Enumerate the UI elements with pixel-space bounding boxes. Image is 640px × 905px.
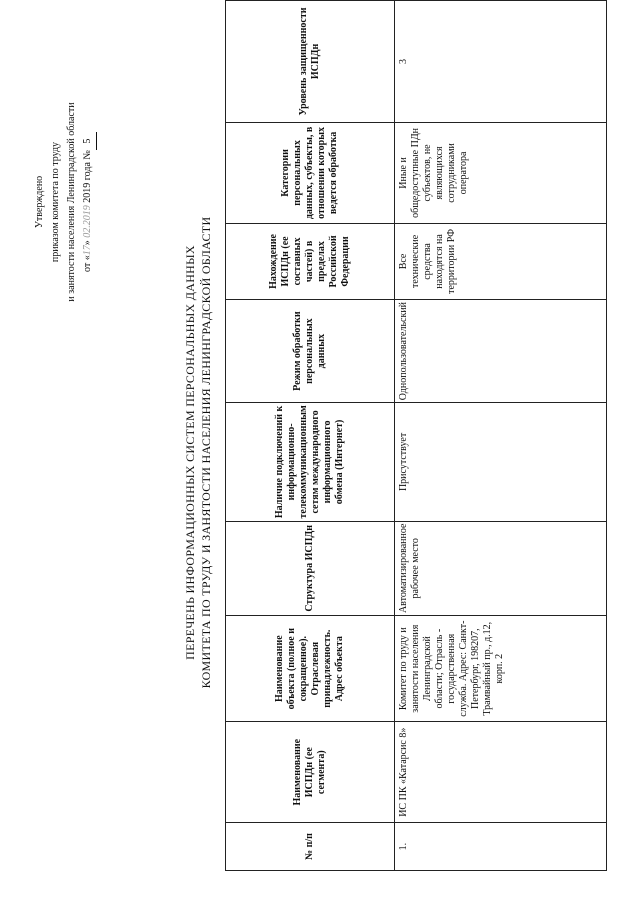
header-structure: Структура ИСПДн (226, 521, 395, 616)
header-mode: Режим обработки персональных данных (226, 299, 395, 402)
header-protection-level: Уровень защищенности ИСПДн (226, 1, 395, 123)
cell-categories: Иные и общедоступные ПДн субъектов, не являющихся сотрудниками оператора (395, 122, 607, 223)
date-suffix: 2019 года № (82, 150, 93, 203)
cell-protection-level: 3 (395, 1, 607, 123)
cell-object-name: Комитет по труду и занятости населения Ленинградской области; Отрасль - государственная служба. Адрес: Санкт-Петербург, 198207, Трамвайный пр., д.12, корп. 2 (395, 616, 607, 722)
header-ispdn-name: Наименование ИСПДн (ее сегмента) (226, 722, 395, 823)
date-day: 17 (82, 245, 93, 256)
approval-line-2: приказом комитета по труду (50, 141, 61, 263)
order-number: 5 (80, 132, 97, 150)
date-mid: » (82, 240, 93, 246)
approval-date (80, 97, 97, 307)
header-row (226, 1, 395, 871)
cell-structure: Автоматизированное рабочее место (395, 521, 607, 616)
approval-line-3: и занятости населения Ленинградской области (66, 102, 77, 302)
approval-line-1: Утверждено (34, 175, 45, 229)
document-title-line-1: ПЕРЕЧЕНЬ ИНФОРМАЦИОННЫХ СИСТЕМ ПЕРСОНАЛЬНЫХ ДАННЫХ (183, 245, 197, 660)
cell-ispdn-name: ИС ПК «Катарсис 8» (395, 722, 607, 823)
cell-location: Все технические средства находятся на территории РФ (395, 223, 607, 299)
ispdn-table (225, 0, 607, 871)
header-internet: Наличие подключений к информационно-телекоммуникационным сетям международного информационного обмена (Интернет) (226, 403, 395, 521)
cell-mode: Однопользовательский (395, 299, 607, 402)
cell-internet: Присутствует (395, 403, 607, 521)
document-title-line-2: КОМИТЕТА ПО ТРУДУ И ЗАНЯТОСТИ НАСЕЛЕНИЯ ЛЕНИНГРАДСКОЙ ОБЛАСТИ (199, 216, 213, 689)
cell-number: 1. (395, 823, 607, 871)
header-categories: Категории персональных данных, субъекты, в отношении которых ведется обработка (226, 122, 395, 223)
header-location: Нахождение ИСПДн (ее составных частей) в пределах Российской Федерации (226, 223, 395, 299)
header-number: № п/п (226, 823, 395, 871)
header-object-name: Наименование объекта (полное и сокращенное). Отраслевая принадлежность. Адрес объекта (226, 616, 395, 722)
date-month: 02.2019 (82, 205, 93, 238)
approval-block (32, 97, 97, 307)
table-row (395, 1, 607, 871)
date-prefix: от « (82, 255, 93, 272)
